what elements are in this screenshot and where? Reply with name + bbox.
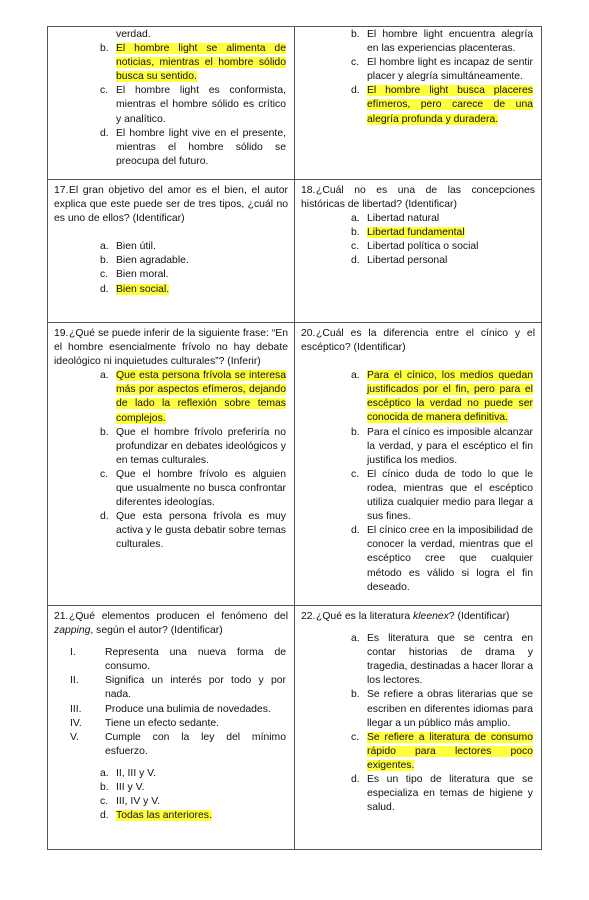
answer-option (295, 731, 541, 773)
option-letter: d. (351, 774, 360, 786)
option-letter: c. (100, 796, 109, 808)
question-16-right-continued-cell (295, 27, 542, 180)
statement-text: Tiene un efecto sedante. (105, 717, 219, 729)
option-list (295, 27, 541, 127)
option-text: Es un tipo de literatura que se especializa en temas de higiene y salud. (367, 774, 533, 814)
statement-list (48, 646, 294, 759)
statement-text: Cumple con la ley del mínimo esfuerzo. (105, 731, 286, 757)
question-20-text: 20.¿Cuál es la diferencia entre el cínico y el escéptico? (Identificar) (301, 328, 535, 354)
answer-option (48, 283, 294, 297)
question-20-cell (295, 323, 542, 606)
answer-option (295, 226, 541, 240)
highlighted-option-text: Se refiere a literatura de consumo rápido para lectores poco exigentes. (367, 731, 533, 771)
question-17-cell (48, 180, 295, 323)
option-text: Que el hombre frívolo es alguien que usualmente no busca confrontar diferentes ideologías. (116, 468, 286, 509)
option-letter: b. (100, 255, 109, 267)
option-letter: d. (100, 283, 109, 295)
option-text: El cínico cree en la imposibilidad de conocer la verdad, mientras que el escéptico cree que cualquier método es válido si logra el fin deseado. (367, 525, 533, 593)
answer-option (48, 369, 294, 425)
answer-option (48, 268, 294, 282)
answer-option (295, 28, 541, 56)
option-list (295, 632, 541, 815)
option-text: Es literatura que se centra en contar historias de drama y tragedia, destinadas a hacer llorar a los lectores. (367, 633, 533, 687)
question-18-cell (295, 180, 542, 323)
highlighted-option-text: Para el cínico, los medios quedan justificados por el fin, pero para el escéptico la verdad no puede ser conocida de manera definitiva. (367, 370, 533, 424)
option-text: Para el cínico es imposible alcanzar la verdad, y para el escéptico el fin justifica los medios. (367, 426, 533, 466)
table-row (48, 323, 542, 606)
option-text: Libertad natural (367, 213, 440, 225)
question-19-cell (48, 323, 295, 606)
answer-option (295, 632, 541, 688)
table-row (48, 27, 542, 180)
highlighted-option-text: Todas las anteriores. (116, 810, 212, 822)
option-text: El hombre light vive en el presente, mientras el hombre sólido se preocupa del futuro. (116, 127, 286, 167)
statement-text: Representa una nueva forma de consumo. (105, 647, 286, 673)
option-text: El cínico duda de todo lo que le rodea, mientras que el escéptico utiliza cualquier medio para llegar a sus fines. (367, 468, 533, 523)
highlighted-option-text: El hombre light se alimenta de noticias, mientras el hombre sólido busca su sentido. (116, 43, 286, 83)
answer-option (295, 688, 541, 730)
answer-option (295, 84, 541, 126)
roman-numeral: V. (70, 731, 79, 743)
roman-statement (48, 646, 294, 674)
question-22-cell (295, 606, 542, 850)
highlighted-option-text: Que esta persona frívola se interesa más por aspectos efímeros, dejando de lado la reflexión sobre temas complejos. (116, 370, 286, 424)
answer-option (48, 426, 294, 468)
roman-statement (48, 674, 294, 702)
option-letter: a. (351, 213, 360, 225)
question-21-text: 21.¿Qué elementos producen el fenómeno del zapping, según el autor? (Identificar) (54, 611, 288, 637)
option-letter: d. (100, 511, 109, 523)
option-letter: c. (100, 85, 109, 97)
option-letter: d. (100, 810, 109, 822)
option-text: verdad. (116, 29, 151, 40)
question-18-text: 18.¿Cuál no es una de las concepciones históricas de libertad? (Identificar) (301, 185, 535, 211)
option-letter: c. (100, 468, 109, 480)
question-21-cell (48, 606, 295, 850)
answer-option (295, 240, 541, 254)
answer-option (295, 212, 541, 226)
highlighted-option-text: Libertad fundamental (367, 227, 465, 239)
option-letter: a. (100, 241, 109, 253)
exam-table (47, 26, 542, 850)
option-letter: d. (351, 525, 360, 537)
option-list (48, 27, 294, 169)
answer-option (48, 510, 294, 552)
answer-option (48, 809, 294, 823)
question-16-continued-cell (48, 27, 295, 180)
option-letter: b. (100, 782, 109, 794)
answer-option (48, 767, 294, 781)
option-list (295, 369, 541, 595)
answer-option (295, 254, 541, 268)
option-letter: a. (100, 370, 109, 382)
roman-numeral: IV. (70, 717, 82, 729)
option-list (295, 212, 541, 268)
option-text: II, III y V. (116, 767, 157, 779)
question-17-text: 17.El gran objetivo del amor es el bien, el autor explica que este puede ser de tres tipos, ¿cuál no es uno de ellos? (Identificar) (54, 185, 288, 225)
option-letter: b. (351, 227, 360, 239)
option-text: Bien útil. (116, 241, 156, 253)
option-letter: c. (100, 269, 109, 281)
answer-option (295, 369, 541, 425)
option-letter: c. (351, 241, 360, 253)
option-letter: c. (351, 468, 360, 480)
answer-option (48, 795, 294, 809)
answer-option (295, 773, 541, 815)
table-row (48, 606, 542, 850)
option-letter: b. (100, 43, 109, 55)
option-letter: b. (351, 426, 360, 438)
option-letter: d. (351, 255, 360, 267)
option-text: El hombre light es conformista, mientras el hombre sólido es crítico y analítico. (116, 85, 286, 125)
answer-option (48, 254, 294, 268)
option-text: El hombre light encuentra alegría en las experiencias placenteras. (367, 29, 533, 55)
option-list (48, 369, 294, 552)
option-text: III y V. (116, 782, 145, 794)
option-text: Bien agradable. (116, 255, 189, 267)
highlighted-option-text: Bien social. (116, 283, 170, 295)
question-22-text: 22.¿Qué es la literatura kleenex? (Identificar) (301, 611, 510, 622)
roman-statement (48, 703, 294, 717)
option-letter: b. (351, 29, 360, 40)
option-letter: b. (351, 689, 360, 701)
option-letter: a. (351, 370, 360, 382)
answer-option (48, 28, 294, 42)
option-text: El hombre light es incapaz de sentir placer y alegría simultáneamente. (367, 57, 533, 83)
answer-option (295, 468, 541, 524)
answer-option (48, 781, 294, 795)
option-text: Libertad personal (367, 255, 448, 267)
roman-statement (48, 717, 294, 731)
option-letter: d. (100, 127, 109, 139)
roman-numeral: III. (70, 703, 82, 715)
answer-option (48, 240, 294, 254)
option-text: Libertad política o social (367, 241, 479, 253)
option-letter: b. (100, 426, 109, 438)
statement-text: Significa un interés por todo y por nada. (105, 675, 286, 701)
option-text: Bien moral. (116, 269, 169, 281)
option-letter: c. (351, 731, 360, 743)
roman-numeral: II. (70, 675, 79, 687)
answer-option (48, 42, 294, 84)
option-text: Se refiere a obras literarias que se escriben en diferentes idiomas para llegar a un público más amplio. (367, 689, 533, 729)
answer-option (48, 468, 294, 510)
option-letter: d. (351, 85, 360, 97)
roman-statement (48, 731, 294, 759)
answer-option (295, 426, 541, 468)
table-row (48, 180, 542, 323)
option-list (48, 240, 294, 296)
option-text: III, IV y V. (116, 796, 161, 808)
option-letter: a. (100, 767, 109, 779)
answer-option (48, 84, 294, 126)
roman-numeral: I. (70, 647, 76, 659)
option-text: Que el hombre frívolo preferiría no profundizar en debates ideológicos y en temas culturales. (116, 426, 286, 466)
question-19-text: 19.¿Qué se puede inferir de la siguiente frase: “En el hombre esencialmente frívolo no hay debate ideológico ni inquietudes culturales”? (Inferir) (54, 328, 288, 368)
answer-option (48, 127, 294, 169)
highlighted-option-text: El hombre light busca placeres efímeros, pero carece de una alegría profunda y duradera. (367, 85, 533, 125)
option-list (48, 767, 294, 823)
option-text: Que esta persona frívola es muy activa y le gusta debatir sobre temas culturales. (116, 511, 286, 551)
option-letter: a. (351, 633, 360, 645)
option-letter: c. (351, 57, 360, 69)
answer-option (295, 56, 541, 84)
statement-text: Produce una bulimia de novedades. (105, 703, 271, 715)
answer-option (295, 524, 541, 594)
